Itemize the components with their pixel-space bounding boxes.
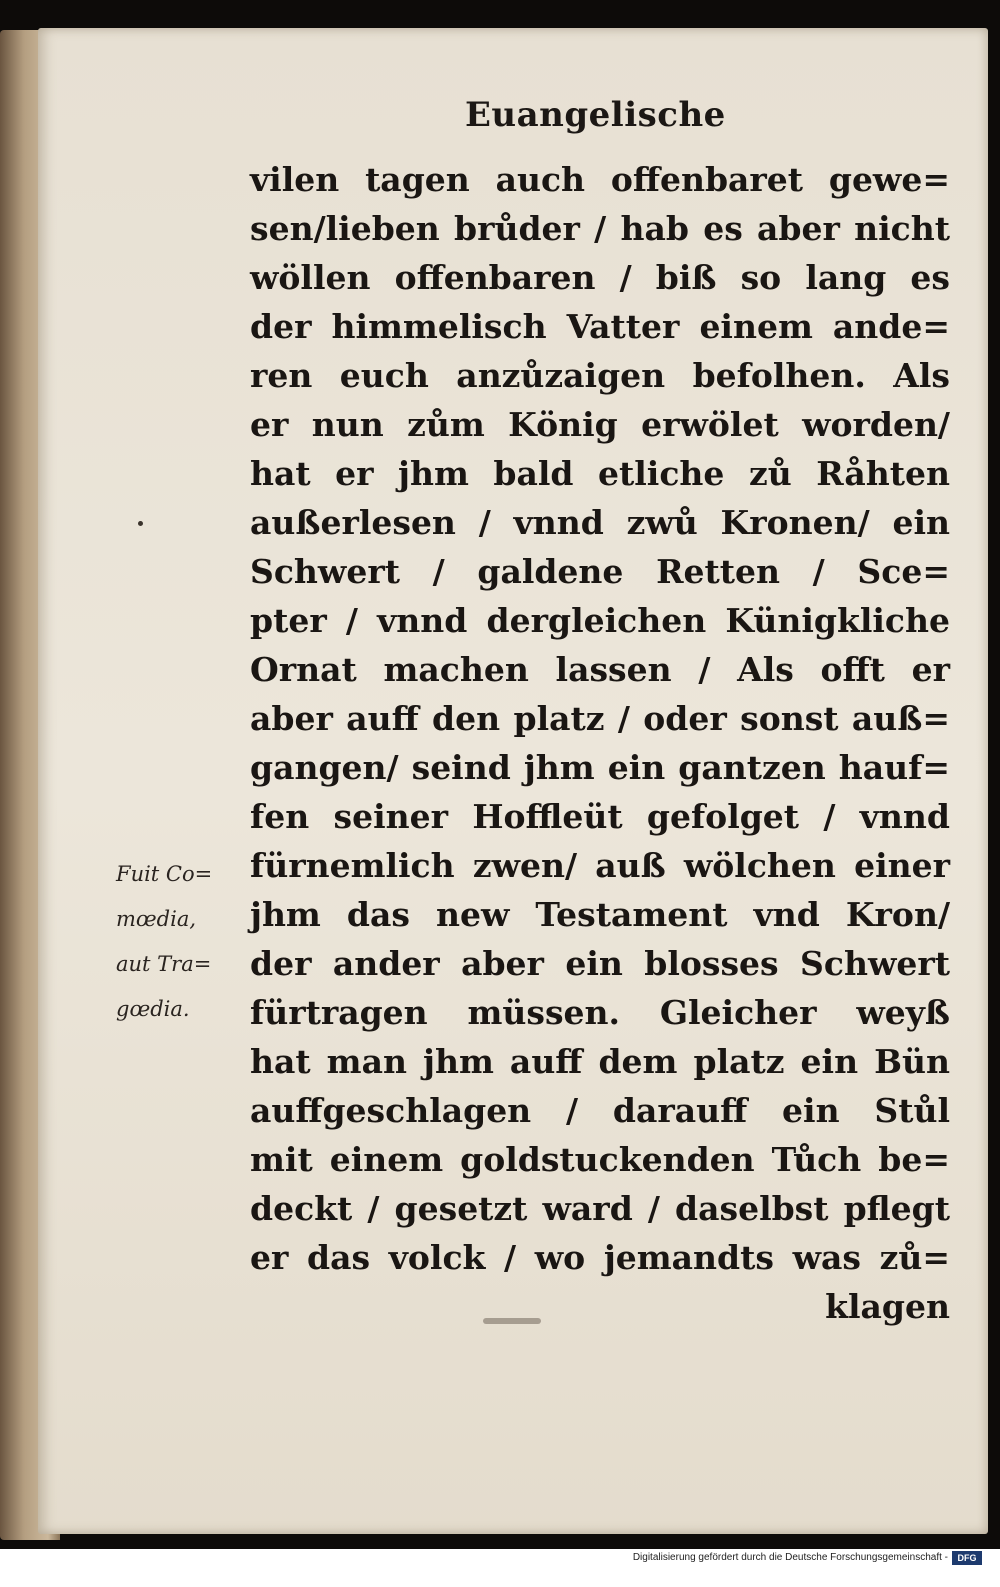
text-line: Schwert / galdene Retten / Sce= [250,552,950,591]
text-line: gangen/ seind jhm ein gantzen hauf= [250,748,950,787]
text-line: wöllen offenbaren / biß so lang es [250,258,950,297]
marginal-note [116,852,256,1032]
text-line: hat man jhm auff dem platz ein Bün [250,1042,950,1081]
ink-speck [138,521,143,526]
text-line: Ornat machen lassen / Als offt er [250,650,950,689]
text-line: auffgeschlagen / darauff ein Stůl [250,1091,950,1130]
text-line: er das volck / wo jemandts was zů= [250,1238,950,1277]
running-head: Euangelische [465,95,726,135]
text-line: vilen tagen auch offenbaret gewe= [250,160,950,199]
text-line: sen/lieben brůder / hab es aber nicht [250,209,950,248]
marginal-note-line: mœdia, [116,907,197,931]
marginal-note-line: Fuit Co= [116,862,213,886]
text-line: fürnemlich zwen/ auß wölchen einer [250,846,950,885]
marginal-note-line: aut Tra= [116,952,212,976]
text-line: pter / vnnd dergleichen Künigkliche [250,601,950,640]
dfg-logo: DFG [952,1551,982,1565]
text-line: der himmelisch Vatter einem ande= [250,307,950,346]
text-line: deckt / gesetzt ward / daselbst pflegt [250,1189,950,1228]
text-line: aber auff den platz / oder sonst auß= [250,699,950,738]
marginal-note-line: gœdia. [116,997,190,1021]
text-line: ren euch anzůzaigen befolhen. Als [250,356,950,395]
text-line: fen seiner Hoffleüt gefolget / vnnd [250,797,950,836]
text-line: hat er jhm bald etliche zů Råhten [250,454,950,493]
text-line: fürtragen müssen. Gleicher weyß [250,993,950,1032]
text-line: der ander aber ein blosses Schwert [250,944,950,983]
text-line: er nun zům König erwölet worden/ [250,405,950,444]
text-line: jhm das new Testament vnd Kron/ [250,895,950,934]
text-line: mit einem goldstuckenden Tůch be= [250,1140,950,1179]
body-text [250,155,950,1331]
funding-credit: Digitalisierung gefördert durch die Deutsche Forschungsgemeinschaft - [632,1552,948,1563]
text-line: außerlesen / vnnd zwů Kronen/ ein [250,503,950,542]
ink-smudge [483,1318,541,1324]
catchword: klagen [825,1287,950,1326]
